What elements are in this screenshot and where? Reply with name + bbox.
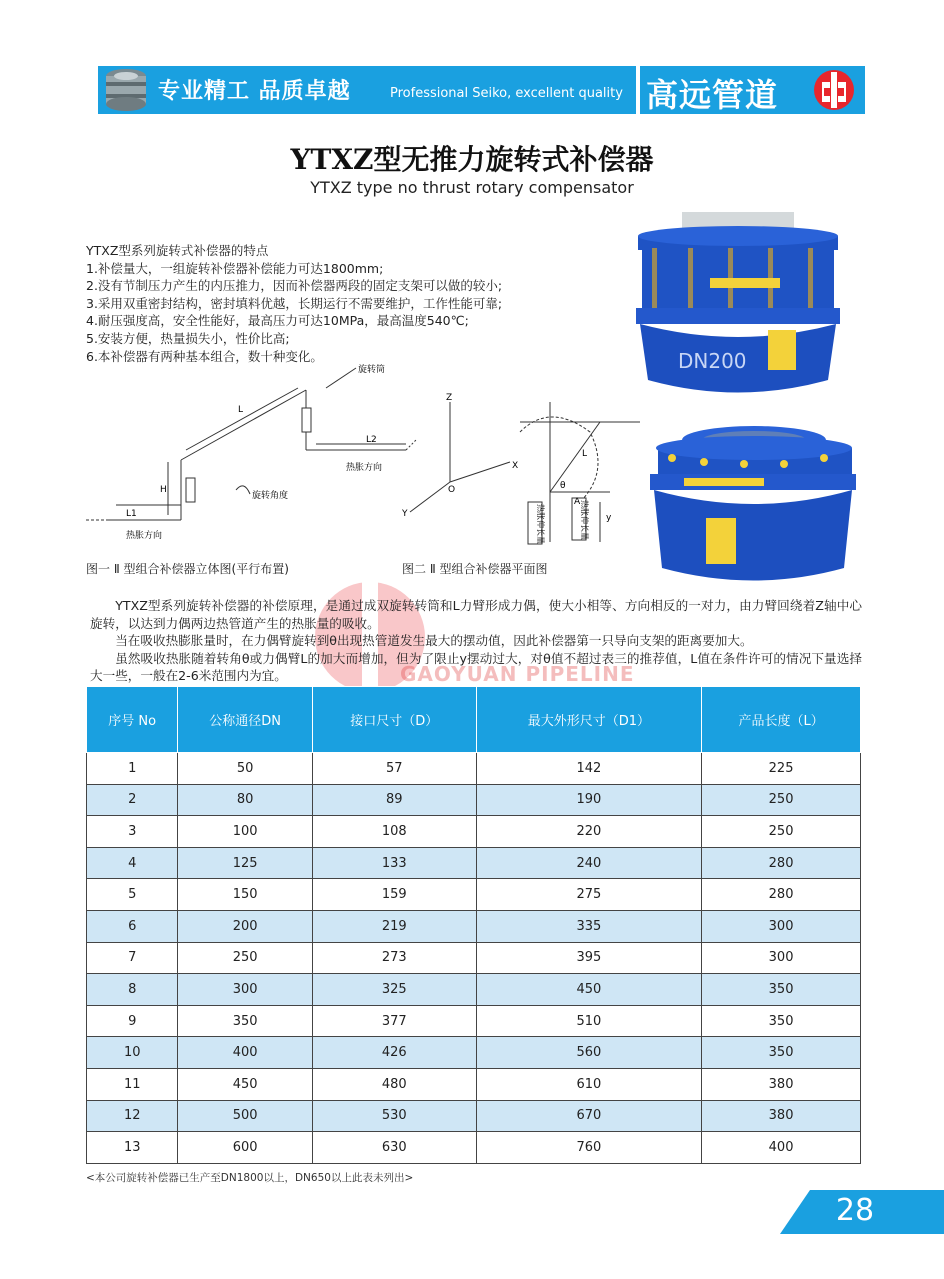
product-photo-bottom: [644, 418, 862, 593]
cell-d: 219: [312, 910, 476, 942]
product-dn-label: DN200: [678, 349, 747, 373]
cell-d: 57: [312, 753, 476, 785]
table-row: [87, 910, 861, 942]
paragraph: 虽然吸收热胀随着转角θ或力偶臂L的加大而增加，但为了限止y摆动过大，对θ值不超过表三的推荐值，L值在条件许可的情况下量选择大一些，一般在2-6米范围内为宜。: [90, 650, 862, 684]
table-row: [87, 847, 861, 879]
cell-d1: 335: [476, 910, 701, 942]
cell-d: 377: [312, 1005, 476, 1037]
cell-d: 426: [312, 1037, 476, 1069]
cell-dn: 200: [178, 910, 313, 942]
features-heading: YTXZ型系列旋转式补偿器的特点: [86, 243, 269, 258]
table-row: [87, 974, 861, 1006]
figure2-label-tube: 热胀伸长量: [580, 500, 589, 540]
cell-d1: 142: [476, 753, 701, 785]
table-header-row: [87, 687, 861, 753]
table-footnote: <本公司旋转补偿器已生产至DN1800以上，DN650以上此表未列出>: [86, 1172, 414, 1184]
table-row: [87, 1100, 861, 1132]
figure1-label-expansion-direction: 热胀方向: [126, 531, 163, 541]
cell-length: 350: [702, 974, 861, 1006]
page-subtitle: YTXZ type no thrust rotary compensator: [310, 178, 634, 197]
feature-item: 5.安装方便，热量损失小，性价比高;: [86, 330, 290, 346]
cell-length: 400: [702, 1132, 861, 1164]
page-number: 28: [835, 1193, 875, 1228]
cell-dn: 80: [178, 784, 313, 816]
cell-no: 7: [87, 942, 178, 974]
figure2-diagram: [400, 392, 640, 562]
table-row: [87, 1068, 861, 1100]
cell-d: 480: [312, 1068, 476, 1100]
table-row: [87, 816, 861, 848]
principle-description: [90, 597, 862, 685]
figure1-label-l2: L2: [366, 435, 377, 445]
cell-length: 380: [702, 1068, 861, 1100]
cell-no: 5: [87, 879, 178, 911]
features-list: [86, 242, 502, 365]
cell-length: 300: [702, 910, 861, 942]
cell-d1: 760: [476, 1132, 701, 1164]
figure2-axis-z: Z: [446, 393, 453, 403]
cell-dn: 300: [178, 974, 313, 1006]
cell-d: 133: [312, 847, 476, 879]
figure1-label-l1: L1: [126, 509, 137, 519]
feature-item: 2.没有节制压力产生的内压推力，因而补偿器两段的固定支架可以做的较小;: [86, 278, 503, 294]
cell-d1: 510: [476, 1005, 701, 1037]
cell-dn: 100: [178, 816, 313, 848]
header-slogan-en: Professional Seiko, excellent quality: [390, 86, 623, 101]
cell-d1: 275: [476, 879, 701, 911]
cell-length: 280: [702, 879, 861, 911]
cell-d: 630: [312, 1132, 476, 1164]
figure1-caption: 图一 Ⅱ 型组合补偿器立体图(平行布置): [86, 562, 289, 576]
table-row: [87, 942, 861, 974]
cell-dn: 600: [178, 1132, 313, 1164]
cell-d: 325: [312, 974, 476, 1006]
cell-d1: 240: [476, 847, 701, 879]
cell-no: 3: [87, 816, 178, 848]
table-row: [87, 879, 861, 911]
cell-length: 280: [702, 847, 861, 879]
figure1-label-h: H: [160, 485, 167, 495]
table-body: [87, 753, 861, 1164]
figure1-label-l: L: [238, 405, 244, 415]
compensator-thumbnail-icon: [100, 64, 152, 116]
cell-length: 300: [702, 942, 861, 974]
paragraph: 当在吸收热膨胀量时，在力偶臂旋转到θ出现热管道发生最大的摆动值，因此补偿器第一只导向支架的距离要加大。: [115, 633, 753, 649]
figure2-label-tube: 热胀伸长量: [536, 504, 545, 544]
cell-dn: 125: [178, 847, 313, 879]
cell-no: 6: [87, 910, 178, 942]
cell-d1: 560: [476, 1037, 701, 1069]
paragraph: YTXZ型系列旋转补偿器的补偿原理，是通过成双旋转转筒和L力臂形成力偶，使大小相等、方向相反的一对力，由力臂回绕着Z轴中心旋转，以达到力偶两边热管道产生的热胀量的吸收。: [90, 598, 862, 631]
figure2-label-l: L: [582, 449, 588, 459]
figure2-caption: 图二 Ⅱ 型组合补偿器平面图: [402, 562, 548, 576]
cell-dn: 500: [178, 1100, 313, 1132]
cell-no: 9: [87, 1005, 178, 1037]
feature-item: 1.补偿量大，一组旋转补偿器补偿能力可达1800mm;: [86, 260, 384, 276]
figure1-label-rotary-tube: 旋转筒: [358, 365, 386, 375]
cell-length: 250: [702, 816, 861, 848]
cell-d: 108: [312, 816, 476, 848]
cell-d: 530: [312, 1100, 476, 1132]
cell-dn: 450: [178, 1068, 313, 1100]
cell-no: 11: [87, 1068, 178, 1100]
cell-no: 12: [87, 1100, 178, 1132]
cell-no: 8: [87, 974, 178, 1006]
cell-dn: 50: [178, 753, 313, 785]
table-row: [87, 1005, 861, 1037]
spec-table: [86, 686, 861, 1164]
column-header-d: 接口尺寸（D）: [312, 687, 476, 753]
header-slogan: 专业精工 品质卓越: [158, 79, 351, 104]
cell-length: 350: [702, 1005, 861, 1037]
figure1-label-expansion-direction: 热胀方向: [346, 463, 383, 473]
column-header-dn: 公称通径DN: [178, 687, 313, 753]
cell-length: 380: [702, 1100, 861, 1132]
column-header-no: 序号 No: [87, 687, 178, 753]
figure1-diagram: [86, 360, 426, 560]
figure2-axis-x: X: [512, 461, 519, 471]
figure2-label-y: y: [606, 513, 612, 523]
cell-length: 225: [702, 753, 861, 785]
cell-d1: 220: [476, 816, 701, 848]
column-header-length: 产品长度（L）: [702, 687, 861, 753]
cell-d: 159: [312, 879, 476, 911]
cell-dn: 250: [178, 942, 313, 974]
feature-item: 4.耐压强度高，安全性能好，最高压力可达10MPa，最高温度540℃;: [86, 313, 469, 329]
cell-d1: 395: [476, 942, 701, 974]
cell-length: 350: [702, 1037, 861, 1069]
brand-name: 高远管道: [646, 76, 779, 114]
figure2-theta: θ: [560, 481, 566, 491]
cell-length: 250: [702, 784, 861, 816]
cell-d: 273: [312, 942, 476, 974]
cell-no: 10: [87, 1037, 178, 1069]
cell-dn: 400: [178, 1037, 313, 1069]
cell-dn: 150: [178, 879, 313, 911]
cell-no: 2: [87, 784, 178, 816]
cell-d1: 190: [476, 784, 701, 816]
feature-item: 6.本补偿器有两种基本组合，数十种变化。: [86, 348, 323, 364]
table-row: [87, 1037, 861, 1069]
cell-d1: 450: [476, 974, 701, 1006]
watermark-text: GAOYUAN PIPELINE: [400, 662, 635, 686]
cell-d: 89: [312, 784, 476, 816]
product-photo-top: [628, 200, 848, 400]
figure2-label-a: A: [574, 497, 581, 507]
table-row: [87, 1132, 861, 1164]
cell-d1: 670: [476, 1100, 701, 1132]
cell-dn: 350: [178, 1005, 313, 1037]
cell-no: 13: [87, 1132, 178, 1164]
figure2-axis-y: Y: [402, 509, 408, 519]
table-row: [87, 784, 861, 816]
column-header-d1: 最大外形尺寸（D1）: [476, 687, 701, 753]
cell-no: 4: [87, 847, 178, 879]
cell-no: 1: [87, 753, 178, 785]
feature-item: 3.采用双重密封结构，密封填料优越，长期运行不需要维护，工作性能可靠;: [86, 295, 503, 311]
cell-d1: 610: [476, 1068, 701, 1100]
table-row: [87, 753, 861, 785]
brand-logo-icon: [808, 66, 860, 114]
figure2-origin: O: [448, 485, 456, 495]
page-title: YTXZ型无推力旋转式补偿器: [290, 143, 654, 176]
figure1-label-rotation-angle: 旋转角度: [252, 491, 289, 501]
